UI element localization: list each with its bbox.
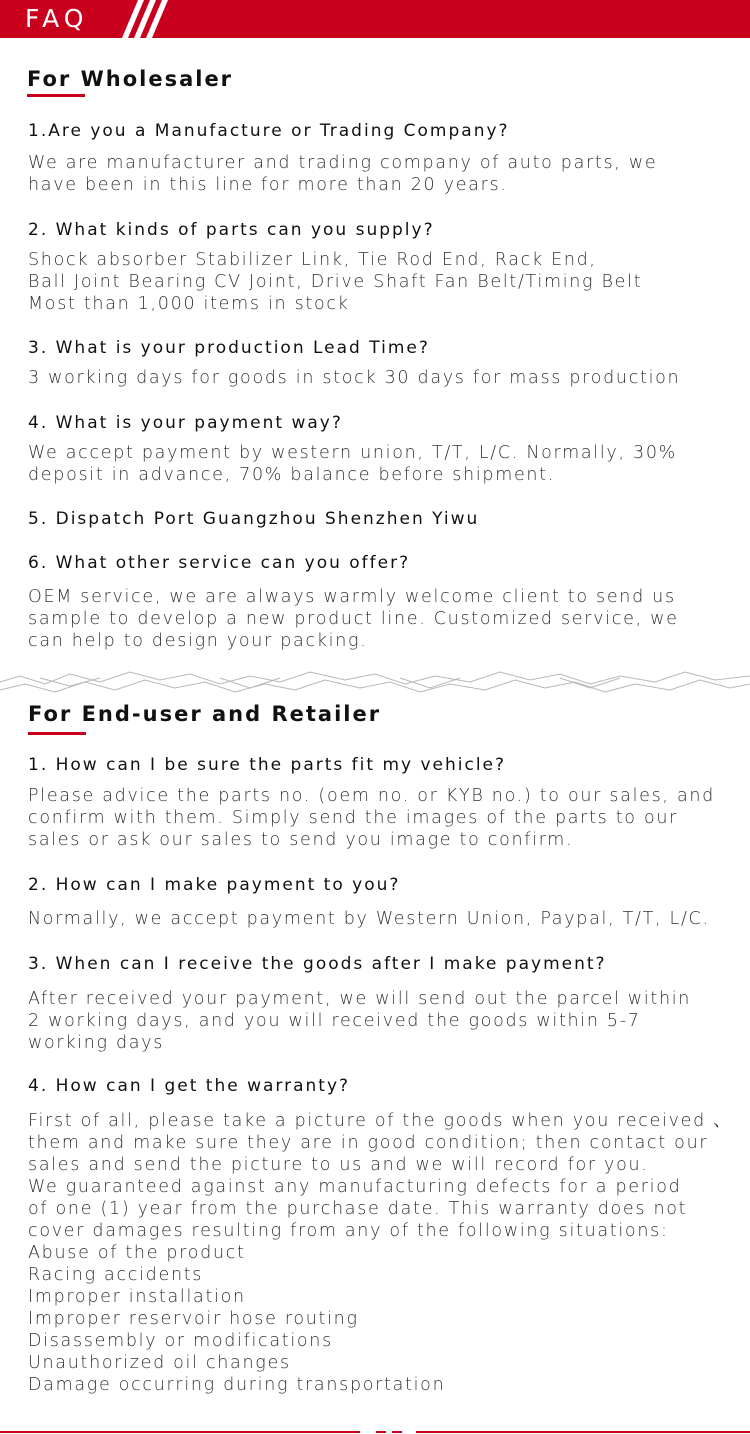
faq-question: 1.Are you a Manufacture or Trading Company? bbox=[28, 121, 510, 141]
faq-answer: 3 working days for goods in stock 30 days for mass production bbox=[28, 368, 681, 388]
bottom-accent-line bbox=[0, 1428, 750, 1434]
faq-answer: OEM service, we are always warmly welcome client to send us sample to develop a new product line. Customized service, we can help to design your packing. bbox=[28, 587, 679, 651]
section-underline bbox=[28, 732, 86, 735]
faq-answer: We accept payment by western union, T/T, L/C. Normally, 30% deposit in advance, 70% balance before shipment. bbox=[28, 443, 678, 485]
faq-question: 4. How can I get the warranty? bbox=[28, 1076, 351, 1096]
section-title-wholesaler: For Wholesaler bbox=[27, 67, 234, 91]
faq-question: 6. What other service can you offer? bbox=[28, 553, 411, 573]
section-underline bbox=[27, 94, 85, 97]
faq-question: 4. What is your payment way? bbox=[28, 413, 343, 433]
wave-divider bbox=[0, 664, 750, 700]
faq-question: 2. What kinds of parts can you supply? bbox=[28, 220, 435, 240]
faq-question: 3. What is your production Lead Time? bbox=[28, 338, 430, 358]
slash-decoration-icon bbox=[108, 0, 178, 38]
faq-question: 1. How can I be sure the parts fit my vehicle? bbox=[28, 755, 507, 775]
faq-question: 2. How can I make payment to you? bbox=[28, 875, 401, 895]
faq-answer: Normally, we accept payment by Western Union, Paypal, T/T, L/C. bbox=[28, 909, 710, 929]
faq-question: 5. Dispatch Port Guangzhou Shenzhen Yiwu bbox=[28, 509, 480, 529]
faq-answer: After received your payment, we will send out the parcel within 2 working days, and you will received the goods within 5-7 working days bbox=[28, 989, 692, 1053]
faq-answer: First of all, please take a picture of the goods when you received 、 them and make sure they are in good condition; then contact our sales and send the picture to us and we will record for you. We guaranteed against any manufacturing defects for a period of one (1) year from the purchase date. This warranty does not cover damages resulting from any of the following situations: Abuse of the product Racing accidents Improper installation Improper reservoir hose routing Disassembly or modifications Unauthorized oil changes Damage occurring during transportation bbox=[28, 1111, 733, 1395]
faq-header-bar bbox=[0, 0, 750, 38]
faq-question: 3. When can I receive the goods after I make payment? bbox=[28, 954, 607, 974]
faq-answer: We are manufacturer and trading company of auto parts, we have been in this line for more than 20 years. bbox=[28, 153, 658, 195]
faq-title: FAQ bbox=[25, 4, 89, 33]
section-title-retailer: For End-user and Retailer bbox=[28, 702, 382, 726]
faq-answer: Please advice the parts no. (oem no. or KYB no.) to our sales, and confirm with them. Simply send the images of the parts to our sales or ask our sales to send you image to confirm. bbox=[28, 786, 715, 850]
faq-answer: Shock absorber Stabilizer Link, Tie Rod End, Rack End, Ball Joint Bearing CV Joint, Drive Shaft Fan Belt/Timing Belt Most than 1,000 items in stock bbox=[28, 250, 643, 314]
